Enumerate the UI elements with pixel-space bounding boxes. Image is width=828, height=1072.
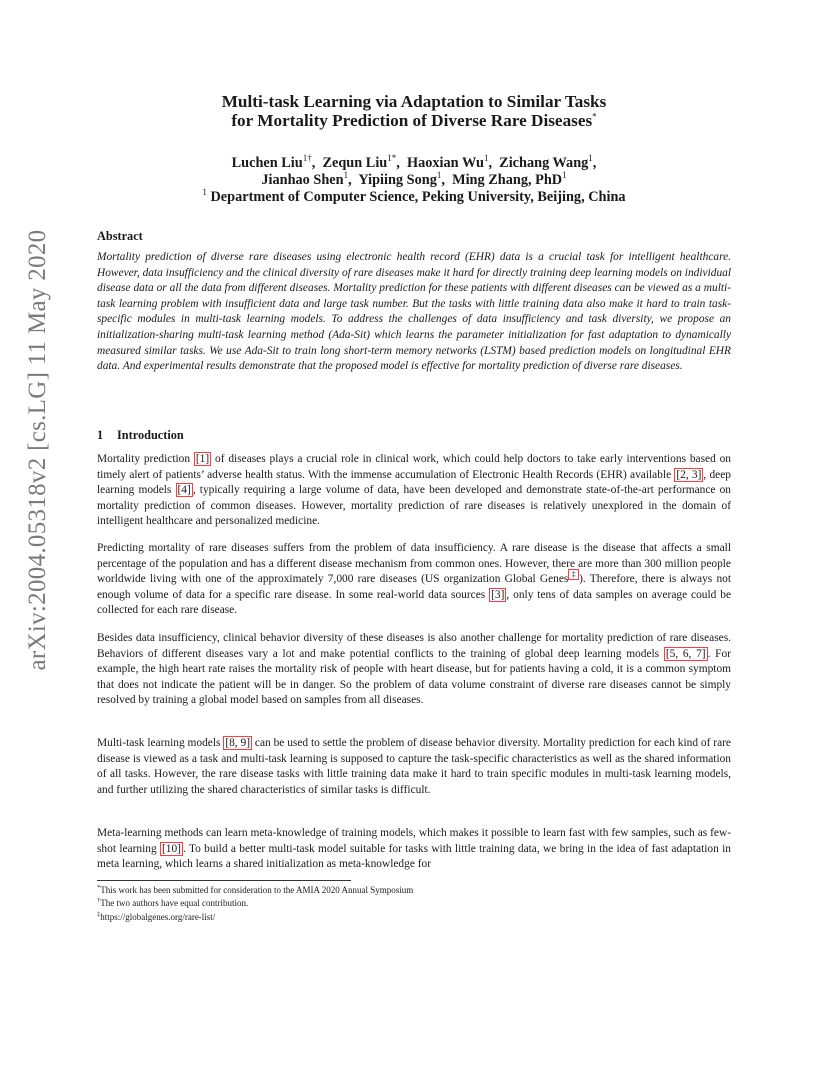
citation-link[interactable]: [8, 9] — [225, 737, 251, 749]
citation-link[interactable]: [1] — [195, 453, 210, 465]
section-title: Introduction — [117, 428, 184, 442]
citation-link[interactable]: [4] — [177, 484, 191, 497]
affiliation: $^1$ Department of Computer Science, Peking University, Beijing, China — [202, 187, 626, 205]
arxiv-sidebar — [18, 150, 58, 750]
section-number: 1 — [97, 428, 104, 442]
citation-link[interactable]: [2, 3] — [676, 468, 702, 481]
intro-paragraph-3: Besides data insufficiency, clinical behavior diversity of these diseases is also another challenge for mortality prediction of rare diseases. Behaviors of different diseases vary a lot and make potential conflicts to the training of global deep learning models [5, 6, 7] . For example, the high heart rate raises the mortality risk of people with heart disease, but for patients having a cold, it is a common symptom that does not indicate the patient will be in danger. So the problem of data volume constraint of diverse rare diseases cannot be simply resolved by training a global model based on samples from all diseases. — [97, 632, 731, 707]
intro-paragraph-2: Predicting mortality of rare diseases suffers from the problem of data insufficiency. A rare disease is the disease that affects a small percentage of the population and has a different disease mechanism from common ones. However, there are more than 300 million people worldwide living with one of the approximately 7,000 rare diseases (US organization Global Genes ‡ ). Therefore, there is always not enough volume of data for a specific rare disease. In some real-world data sources [3] , only tens of data samples on average could be collected for each rare disease. — [97, 542, 732, 617]
footnote-link[interactable]: ‡ — [570, 570, 578, 580]
footnote: ‡https://globalgenes.org/rare-list/ — [97, 910, 216, 922]
intro-paragraph-1: Mortality prediction [1] of diseases plays a crucial role in clinical work, which could help doctors to take early interventions based on timely alert of patients’ adverse health status. With the immense accumulation of Electronic Health Records (EHR) available [2, 3] , deep learning models [4] , typically requiring a large volume of data, have been developed and demonstrate state-of-the-art performance on mortality prediction of common diseases. However, mortality prediction of rare diseases is relatively unexplored in the domain of intelligent healthcare and personalized medicine. — [97, 453, 732, 528]
citation-link[interactable]: [10] — [161, 842, 181, 855]
footnotes — [97, 884, 731, 924]
section-heading-introduction — [97, 428, 731, 443]
authors-line-2: Jianhao Shen$^1$, Yipiing Song$^1$, Ming Zhang, PhD$^1$ — [261, 170, 567, 188]
citation-link[interactable]: [3] — [491, 588, 505, 601]
author-name: Luchen Liu — [231, 155, 303, 171]
footnote: †The two authors have equal contribution. — [97, 897, 249, 909]
citation-link[interactable]: [5, 6, 7] — [665, 647, 706, 660]
intro-paragraph-4: Multi-task learning models [8, 9] can be used to settle the problem of disease behavior diversity. Mortality prediction for each kind of rare disease is viewed as a task and multi-task learning is supposed to capture the task-specific characteristics as well as the shared information of all tasks. However, the rare disease tasks with little training data make it hard to train specific modules in multi-task learning models, and further utilizing the shared characteristics of similar tasks is difficult. — [97, 737, 731, 796]
author-name: Haoxian Wu — [406, 155, 484, 171]
authors-line-1: Luchen Liu$^{1\dagger}$, Zequn Liu$^{1*}$, Haoxian Wu$^1$, Zichang Wang$^1$, — [231, 153, 597, 171]
title-line-2: for Mortality Prediction of Diverse Rare Diseases* — [231, 111, 597, 130]
author-name: Ming Zhang, PhD — [452, 172, 563, 188]
arxiv-identifier: arXiv:2004.05318v2 [cs.LG] 11 May 2020 — [24, 229, 51, 671]
author-name: Yipiing Song — [358, 172, 437, 188]
title-footnote-mark: * — [592, 111, 597, 122]
author-name: Zichang Wang — [499, 155, 589, 171]
paper-title — [97, 92, 731, 130]
abstract-heading: Abstract — [97, 229, 143, 243]
author-block — [97, 155, 731, 206]
intro-paragraph-5: Meta-learning methods can learn meta-knowledge of training models, which makes it possible to learn fast with few samples, such as few-shot learning [10] . To build a better multi-task model suitable for tasks with little training data, we bring in the idea of fast adaptation in meta learning, which learns a shared initialization as meta-knowledge for — [97, 827, 731, 871]
author-name: Zequn Liu — [322, 155, 388, 171]
author-name: Jianhao Shen — [261, 172, 344, 188]
abstract-text: Mortality prediction of diverse rare diseases using electronic health record (EHR) data is a crucial task for intelligent healthcare. However, data insufficiency and the clinical diversity of rare diseases make it hard for directly training deep learning models on individual disease data or all the data from different diseases. Mortality prediction for these patients with different diseases can be viewed as a multi-task learning problem with insufficient data and large task number. But the tasks with little training data also make it hard to train task-specific modules in multi-task learning models. To address the challenges of data insufficiency and task diversity, we propose an initialization-sharing multi-task learning method (Ada-Sit) which learns the parameter initialization for fast adaptation to dynamically measured similar tasks. We use Ada-Sit to train long short-term memory networks (LSTM) based prediction models on longitudinal EHR data. And experimental results demonstrate that the proposed model is effective for mortality prediction of diverse rare diseases. — [97, 251, 731, 373]
footnote-divider — [97, 880, 351, 881]
title-line-1: Multi-task Learning via Adaptation to Similar Tasks — [221, 92, 607, 111]
footnote: *This work has been submitted for consideration to the AMIA 2020 Annual Symposium — [97, 884, 414, 895]
